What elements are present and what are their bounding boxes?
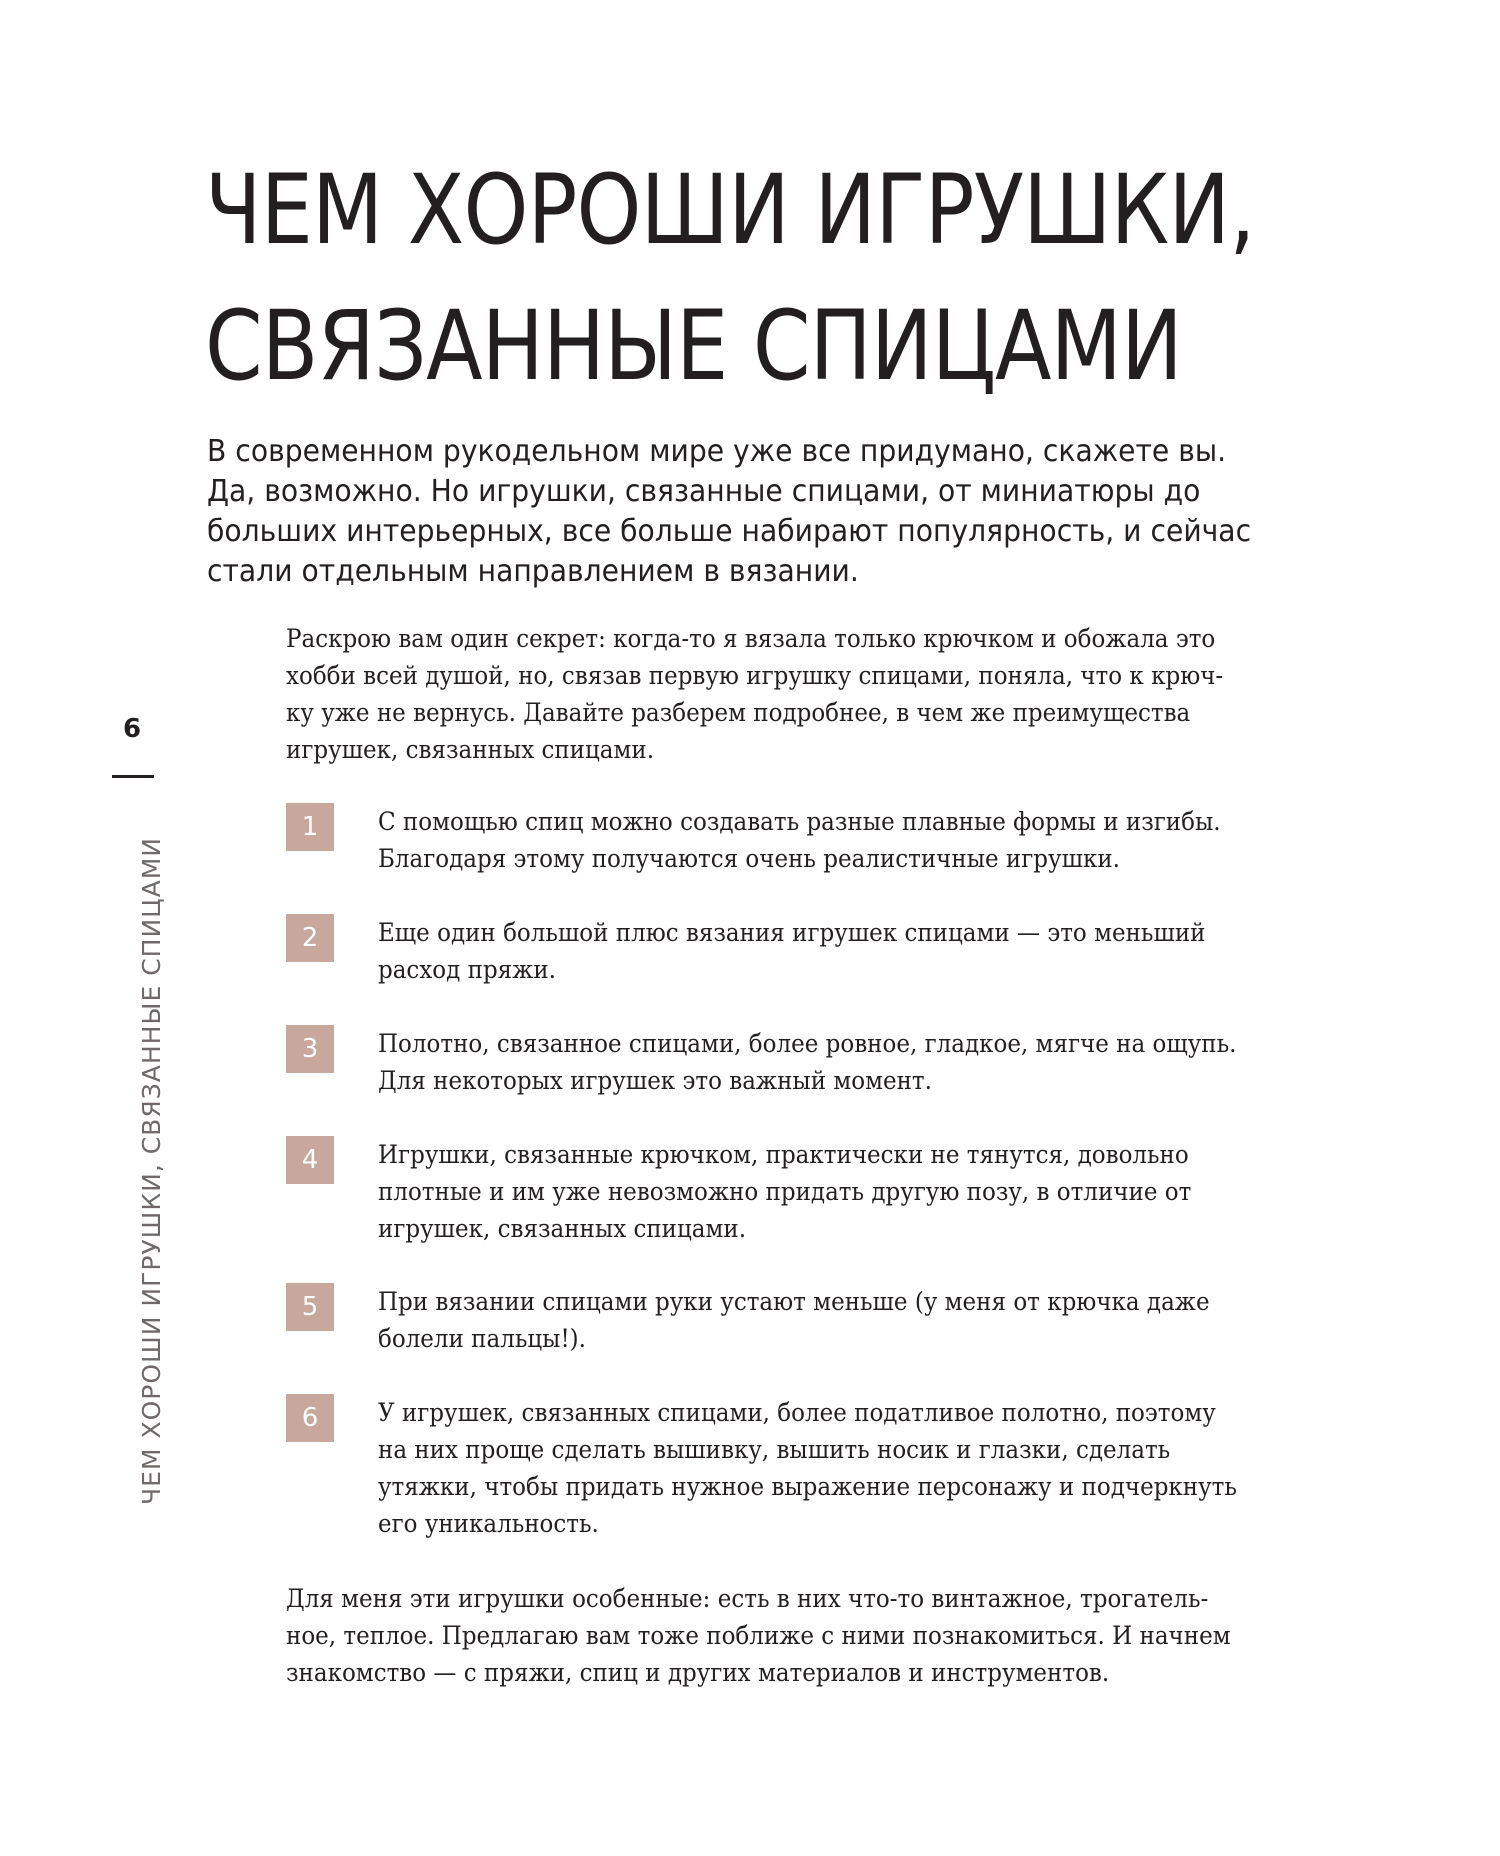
running-head: ЧЕМ ХОРОШИ ИГРУШКИ, СВЯЗАННЫЕ СПИЦАМИ xyxy=(137,837,166,1505)
lead-line: стали отдельным направлением в вязании. xyxy=(207,554,859,589)
list-item-line: При вязании спицами руки устают меньше (у меня от крючка даже xyxy=(378,1287,1210,1316)
page-number-divider xyxy=(112,775,154,778)
list-item-line: Для некоторых игрушек это важный момент. xyxy=(378,1066,932,1095)
list-item-text xyxy=(378,914,1335,988)
intro-line: Раскрою вам один секрет: когда-то я вязала только крючком и обожала это xyxy=(286,624,1216,653)
intro-line: ку уже не вернусь. Давайте разберем подробнее, в чем же преимущества xyxy=(286,698,1191,727)
intro-paragraph xyxy=(286,620,1298,768)
list-item-text xyxy=(378,1283,1335,1357)
item-number-badge: 1 xyxy=(286,803,334,851)
list-item-line: Полотно, связанное спицами, более ровное, гладкое, мягче на ощупь. xyxy=(378,1029,1237,1058)
list-item-line: У игрушек, связанных спицами, более податливое полотно, поэтому xyxy=(378,1398,1216,1427)
list-item-line: Благодаря этому получаются очень реалистичные игрушки. xyxy=(378,844,1120,873)
list-item-line: С помощью спиц можно создавать разные плавные формы и изгибы. xyxy=(378,807,1221,836)
page-number: 6 xyxy=(122,714,142,744)
outro-line: знакомство — с пряжи, спиц и других материалов и инструментов. xyxy=(286,1658,1110,1687)
outro-line: ное, теплое. Предлагаю вам тоже поближе с ними познакомиться. И начнем xyxy=(286,1621,1231,1650)
page-title-line: ЧЕМ ХОРОШИ ИГРУШКИ, xyxy=(205,154,1255,266)
item-number-badge: 4 xyxy=(286,1136,334,1184)
list-item-line: плотные и им уже невозможно придать другую позу, в отличие от xyxy=(378,1177,1192,1206)
list-item-text xyxy=(378,1025,1335,1099)
lead-line: В современном рукодельном мире уже все придумано, скажете вы. xyxy=(207,434,1227,469)
item-number-badge: 3 xyxy=(286,1025,334,1073)
item-number-badge: 2 xyxy=(286,914,334,962)
list-item-text xyxy=(378,803,1335,877)
lead-line: больших интерьерных, все больше набирают популярность, и сейчас xyxy=(207,514,1252,549)
list-item-line: его уникальность. xyxy=(378,1509,599,1538)
list-item-text xyxy=(378,1394,1335,1542)
list-item-line: игрушек, связанных спицами. xyxy=(378,1214,747,1243)
page-title xyxy=(205,142,1255,414)
outro-line: Для меня эти игрушки особенные: есть в них что-то винтажное, трогатель- xyxy=(286,1584,1209,1613)
intro-line: хобби всей душой, но, связав первую игрушку спицами, поняла, что к крюч- xyxy=(286,661,1224,690)
list-item-line: расход пряжи. xyxy=(378,955,556,984)
item-number-badge: 5 xyxy=(286,1283,334,1331)
lead-paragraph xyxy=(207,432,1335,592)
intro-line: игрушек, связанных спицами. xyxy=(286,735,655,764)
lead-line: Да, возможно. Но игрушки, связанные спицами, от миниатюры до xyxy=(207,474,1201,509)
outro-paragraph xyxy=(286,1580,1298,1691)
list-item-line: утяжки, чтобы придать нужное выражение персонажу и подчеркнуть xyxy=(378,1472,1237,1501)
item-number-badge: 6 xyxy=(286,1394,334,1442)
list-item-text xyxy=(378,1136,1335,1247)
list-item-line: болели пальцы!). xyxy=(378,1324,586,1353)
list-item-line: Игрушки, связанные крючком, практически не тянутся, довольно xyxy=(378,1140,1189,1169)
list-item-line: на них проще сделать вышивку, вышить носик и глазки, сделать xyxy=(378,1435,1171,1464)
page-title-line: СВЯЗАННЫЕ СПИЦАМИ xyxy=(205,290,1182,402)
list-item-line: Еще один большой плюс вязания игрушек спицами — это меньший xyxy=(378,918,1206,947)
